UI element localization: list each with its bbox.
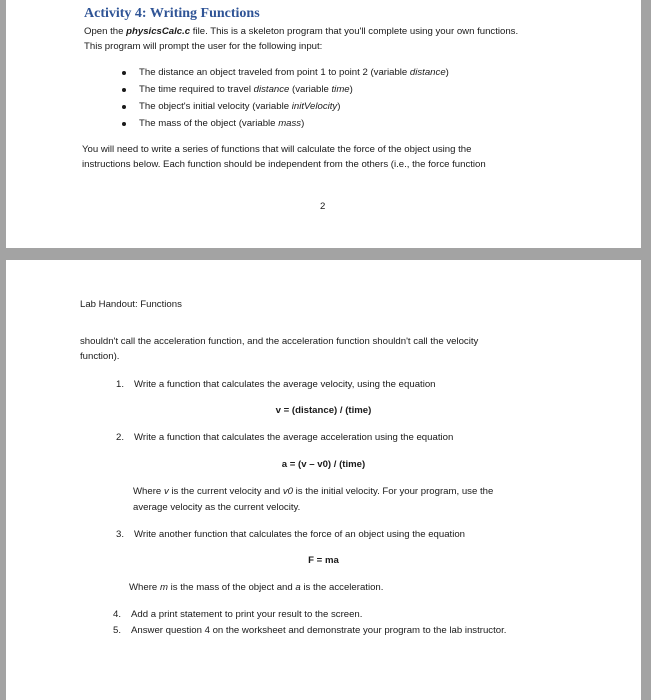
bullet-icon — [122, 71, 126, 75]
step-5-text: Answer question 4 on the worksheet and demonstrate your program to the lab instructor. — [131, 625, 507, 636]
where-velocity-line-2: average velocity as the current velocity. — [133, 502, 301, 513]
bullet-item: The mass of the object (variable mass) — [139, 118, 305, 129]
document-page-1 — [6, 0, 641, 248]
step-1-text: Write a function that calculates the average velocity, using the equation — [134, 379, 436, 390]
step-3-number: 3. — [116, 529, 125, 540]
where-force-line: Where m is the mass of the object and a is the acceleration. — [129, 582, 384, 593]
activity-heading: Activity 4: Writing Functions — [84, 6, 260, 21]
intro-pre: Open the — [84, 26, 127, 37]
intro-post: file. This is a skeleton program that you'll complete using your own functions. — [190, 26, 519, 37]
bullet-icon — [122, 105, 126, 109]
paragraph-line-1: You will need to write a series of functions that will calculate the force of the object using the — [82, 144, 472, 155]
continued-line-1: shouldn't call the acceleration function, and the acceleration function shouldn't call the velocity — [80, 336, 479, 347]
bullet-icon — [122, 122, 126, 126]
bullet-item: The distance an object traveled from point 1 to point 2 (variable distance) — [139, 67, 449, 78]
step-5-number: 5. — [113, 625, 122, 636]
page-header: Lab Handout: Functions — [80, 299, 182, 310]
continued-line-2: function). — [80, 351, 120, 362]
step-2-text: Write a function that calculates the average acceleration using the equation — [134, 432, 454, 443]
step-2-number: 2. — [116, 432, 125, 443]
bullet-icon — [122, 88, 126, 92]
intro-line-2: This program will prompt the user for the following input: — [84, 41, 323, 52]
bullet-item: The object's initial velocity (variable initVelocity) — [139, 101, 341, 112]
file-name: physicsCalc.c — [126, 26, 191, 37]
bullet-item: The time required to travel distance (variable time) — [139, 84, 353, 95]
equation-force: F = ma — [308, 555, 339, 566]
equation-velocity: v = (distance) / (time) — [275, 405, 372, 416]
paragraph-line-2: instructions below. Each function should be independent from the others (i.e., the force function — [82, 159, 486, 170]
equation-acceleration: a = (v – v0) / (time) — [281, 459, 366, 470]
step-3-text: Write another function that calculates the force of an object using the equation — [134, 529, 466, 540]
document-page-2 — [6, 260, 641, 700]
step-4-text: Add a print statement to print your result to the screen. — [131, 609, 363, 620]
intro-line — [84, 25, 518, 38]
where-velocity-line-1: Where v is the current velocity and v0 is the initial velocity. For your program, use the — [133, 486, 494, 497]
step-1-number: 1. — [116, 379, 125, 390]
page-number: 2 — [320, 201, 326, 212]
step-4-number: 4. — [113, 609, 122, 620]
